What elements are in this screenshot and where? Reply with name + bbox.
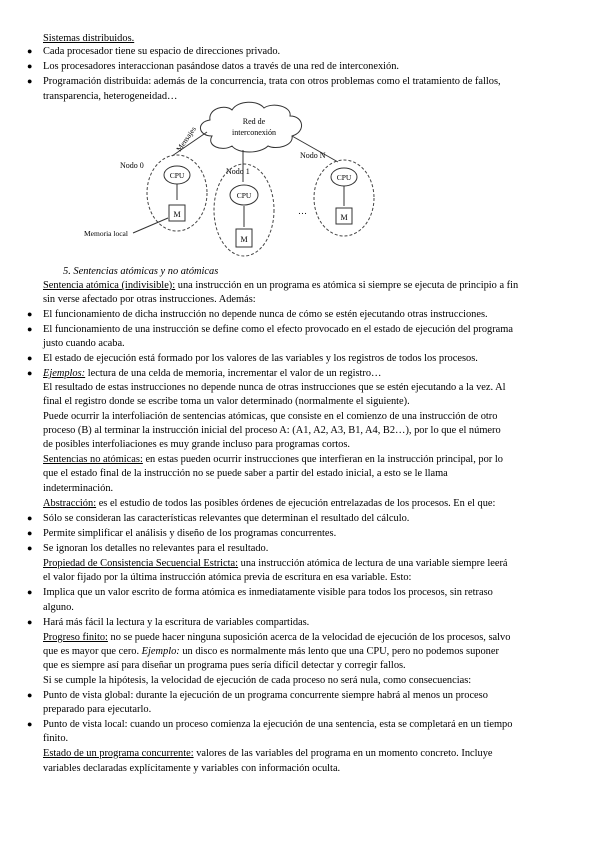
paragraph-line: de posibles interfoliaciones es muy grande incluso para programas cortos. <box>43 439 351 450</box>
node-1-label: Nodo 1 <box>226 167 250 176</box>
bullet-icon: ● <box>27 353 33 363</box>
ellipsis-label: … <box>298 206 307 216</box>
node-n-label: Nodo N <box>300 151 326 160</box>
list-item: Hará más fácil la lectura y la escritura de variables compartidas. <box>43 617 310 628</box>
list-item: Punto de vista global: durante la ejecución de un programa concurrente siempre habrá al menos un proceso <box>43 690 488 701</box>
bullet-icon: ● <box>27 543 33 553</box>
bullet-icon: ● <box>27 617 33 627</box>
list-item: Permite simplificar el análisis y diseño de los programas concurrentes. <box>43 528 337 539</box>
local-memory-label: Memoria local <box>84 229 128 238</box>
paragraph-line: Abstracción: es el estudio de todos las posibles órdenes de ejecución entrelazadas de los procesos. En el que: <box>43 498 496 509</box>
paragraph-line: sin verse afectado por otras instrucciones. Además: <box>43 294 256 305</box>
list-item: Implica que un valor escrito de forma atómica es inmediatamente visible para todos los procesos, sin retraso <box>43 587 493 598</box>
memory-label: M <box>173 210 181 219</box>
paragraph-line: Propiedad de Consistencia Secuencial Estricta: una instrucción atómica de lectura de una variable siempre leerá <box>43 558 508 569</box>
bullet-icon: ● <box>27 324 33 334</box>
cpu-label: CPU <box>236 191 252 200</box>
list-item: Programación distribuida: además de la concurrencia, trata con otros problemas como el tratamiento de fallos, <box>43 76 501 87</box>
list-item: El estado de ejecución está formado por los valores de las variables y los registros de todos los procesos. <box>43 353 478 364</box>
paragraph-line: Si se cumple la hipótesis, la velocidad de ejecución de cada proceso no será nula, como consecuencias: <box>43 675 472 686</box>
cpu-label: CPU <box>169 171 185 180</box>
bullet-icon: ● <box>27 76 33 86</box>
paragraph-line: que es mayor que cero. Ejemplo: un disco es normalmente más lento que una CPU, pero no podemos suponer <box>43 646 499 657</box>
paragraph-line: indeterminación. <box>43 483 114 494</box>
paragraph-line: el valor fijado por la última instrucción atómica previa de escritura en esa variable. Esto: <box>43 572 412 583</box>
paragraph-line: Progreso finito: no se puede hacer ninguna suposición acerca de la velocidad de ejecución de los procesos, salvo <box>43 632 511 643</box>
memory-label: M <box>340 213 348 222</box>
paragraph-line: Sentencia atómica (indivisible): una instrucción en un programa es atómica si siempre se ejecuta de principio a fin <box>43 280 519 291</box>
network-label-line2: interconexión <box>232 128 276 137</box>
list-item: Cada procesador tiene su espacio de direcciones privado. <box>43 46 281 57</box>
paragraph-line: que es siempre así para diseñar un programa pues sería difícil detectar y corregir fallos. <box>43 660 406 671</box>
paragraph-line: variables declaradas explícitamente y variables con información oculta. <box>43 763 341 774</box>
bullet-icon: ● <box>27 587 33 597</box>
network-label-line1: Red de <box>242 117 266 126</box>
paragraph-line: El resultado de estas instrucciones no depende nunca de otras instrucciones que se estén ejecutando a la vez. Al <box>43 382 506 393</box>
bullet-icon: ● <box>27 719 33 729</box>
list-item-continuation: transparencia, heterogeneidad… <box>43 91 178 102</box>
bullet-icon: ● <box>27 513 33 523</box>
paragraph-line: final el registro donde se escribe toma un valor determinado (normalmente el siguiente). <box>43 396 410 407</box>
bullet-icon: ● <box>27 528 33 538</box>
paragraph-line: que el estado final de la instrucción no se puede saber a partir del estado inicial, a esto se le llama <box>43 468 448 479</box>
list-item: Ejemplos: lectura de una celda de memoria, incrementar el valor de un registro… <box>43 368 382 379</box>
bullet-icon: ● <box>27 309 33 319</box>
section-title: Sistemas distribuidos. <box>43 33 135 44</box>
cpu-label: CPU <box>336 173 352 182</box>
section-heading: 5. Sentencias atómicas y no atómicas <box>63 266 219 277</box>
list-item: Sólo se consideran las características relevantes que determinan el resultado del cálculo. <box>43 513 410 524</box>
bullet-icon: ● <box>27 690 33 700</box>
messages-label: Mensajes <box>174 124 198 154</box>
paragraph-line: proceso (B) al terminar la instrucción inicial del proceso A: (A1, A2, A3, B1, A4, B2…), por lo que el número <box>43 425 501 436</box>
list-item: El funcionamiento de una instrucción se define como el efecto provocado en el estado de ejecución del programa <box>43 324 513 335</box>
distributed-system-diagram <box>0 100 600 270</box>
list-item: Los procesadores interaccionan pasándose datos a través de una red de interconexión. <box>43 61 400 72</box>
paragraph-line: Estado de un programa concurrente: valores de las variables del programa en un momento concreto. Incluye <box>43 748 493 759</box>
bullet-icon: ● <box>27 368 33 378</box>
list-item-continuation: justo cuando acaba. <box>43 338 125 349</box>
node-0-label: Nodo 0 <box>120 161 144 170</box>
paragraph-line: Sentencias no atómicas: en estas pueden ocurrir instrucciones que interfieran en la instrucción principal, por lo <box>43 454 503 465</box>
list-item-continuation: finito. <box>43 733 69 744</box>
list-item-continuation: preparado para ejecutarlo. <box>43 704 152 715</box>
list-item-continuation: alguno. <box>43 602 74 613</box>
memory-label: M <box>240 235 248 244</box>
list-item: El funcionamiento de dicha instrucción no depende nunca de cómo se estén ejecutando otras instrucciones. <box>43 309 488 320</box>
list-item: Punto de vista local: cuando un proceso comienza la ejecución de una sentencia, esta se completará en un tiempo <box>43 719 513 730</box>
paragraph-line: Puede ocurrir la interfoliación de sentencias atómicas, que consiste en el comienzo de una instrucción de otro <box>43 411 498 422</box>
bullet-icon: ● <box>27 46 33 56</box>
bullet-icon: ● <box>27 61 33 71</box>
list-item: Se ignoran los detalles no relevantes para el resultado. <box>43 543 269 554</box>
